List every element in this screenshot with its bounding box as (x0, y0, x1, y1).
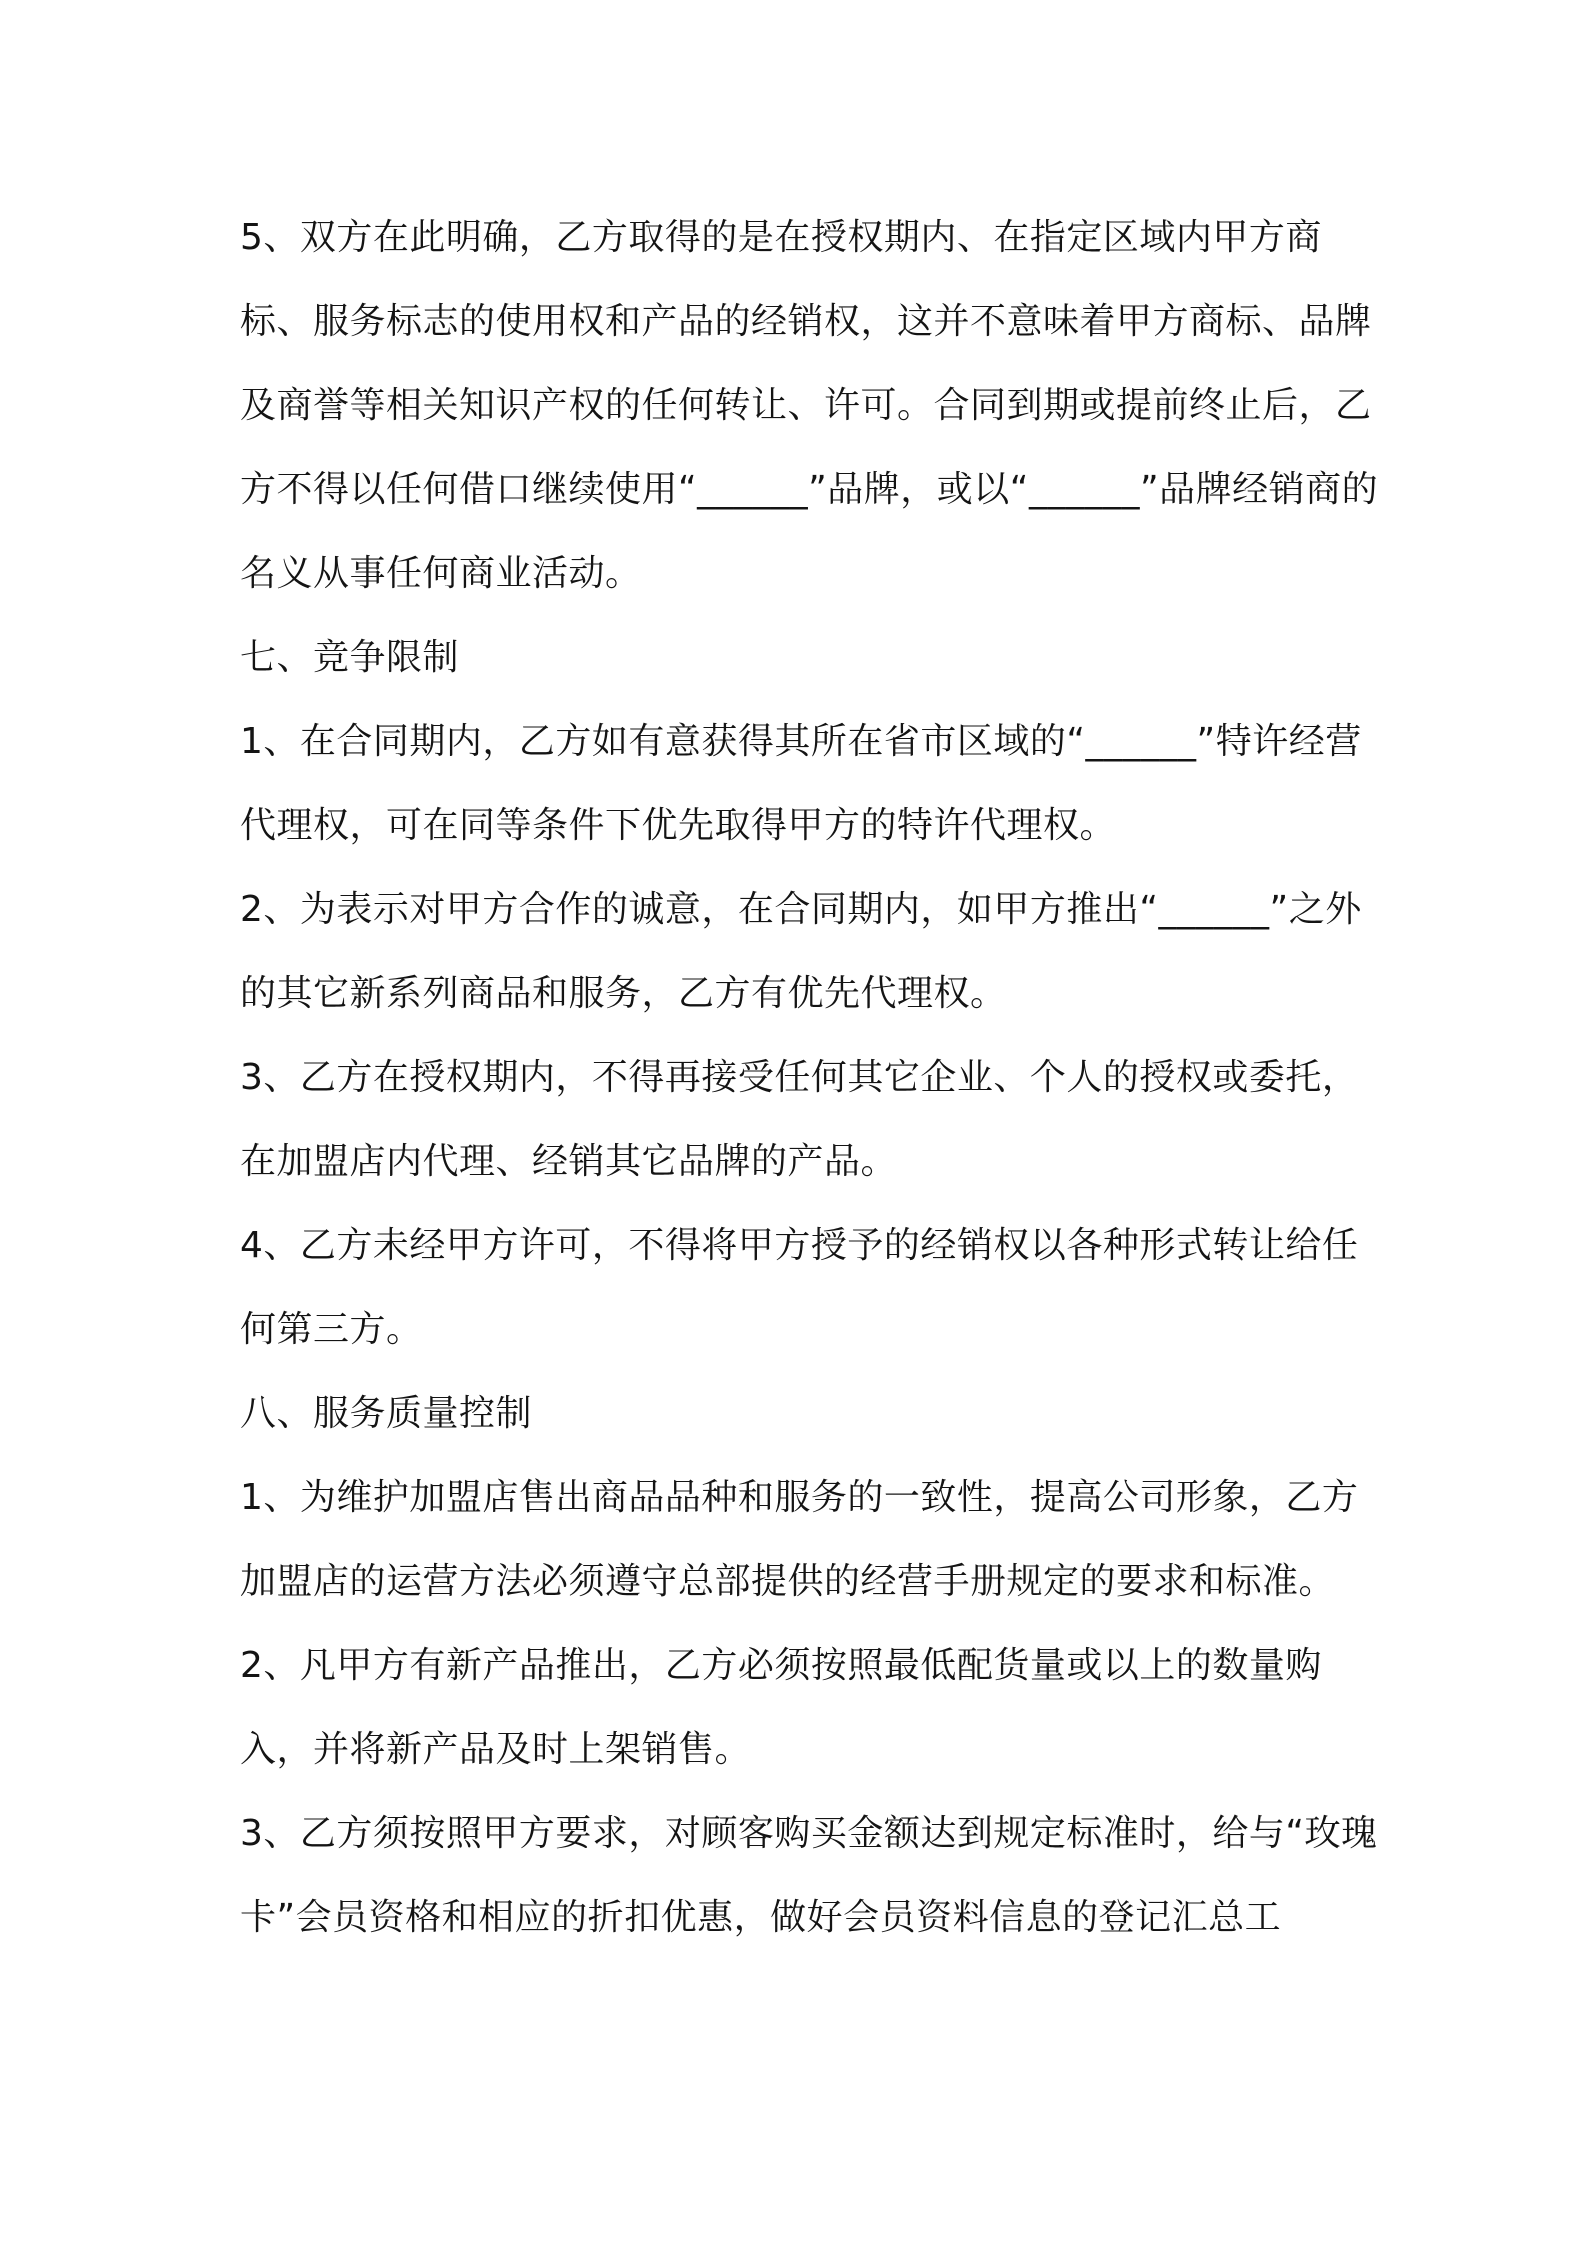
paragraph-clause-3: 3、乙方须按照甲方要求，对顾客购买金额达到规定标准时，给与“玫瑰卡”会员资格和相应的折扣优惠，做好会员资料信息的登记汇总工 (240, 1813, 1378, 1938)
paragraph-clause-1: 1、为维护加盟店售出商品品种和服务的一致性，提高公司形象，乙方加盟店的运营方法必须遵守总部提供的经营手册规定的要求和标准。 (240, 1477, 1359, 1602)
paragraph-clause-4: 4、乙方未经甲方许可，不得将甲方授予的经销权以各种形式转让给任何第三方。 (240, 1225, 1359, 1350)
paragraph-clause-2: 2、凡甲方有新产品推出，乙方必须按照最低配货量或以上的数量购入，并将新产品及时上架销售。 (240, 1645, 1322, 1770)
document-body (240, 196, 1380, 1960)
section-heading-competition-restriction: 七、竞争限制 (240, 637, 460, 678)
paragraph-clause-3: 3、乙方在授权期内，不得再接受任何其它企业、个人的授权或委托，在加盟店内代理、经销其它品牌的产品。 (240, 1057, 1359, 1182)
paragraph-clause-2: 2、为表示对甲方合作的诚意，在合同期内，如甲方推出“______”之外的其它新系列商品和服务，乙方有优先代理权。 (240, 889, 1362, 1014)
paragraph-clause-1: 1、在合同期内，乙方如有意获得其所在省市区域的“______”特许经营代理权，可在同等条件下优先取得甲方的特许代理权。 (240, 721, 1362, 846)
section-heading-service-quality: 八、服务质量控制 (240, 1393, 533, 1434)
paragraph-clause-5: 5、双方在此明确，乙方取得的是在授权期内、在指定区域内甲方商标、服务标志的使用权和产品的经销权，这并不意味着甲方商标、品牌及商誉等相关知识产权的任何转让、许可。合同到期或提前终止后，乙方不得以任何借口继续使用“______”品牌，或以“______”品牌经销商的名义从事任何商业活动。 (240, 217, 1379, 594)
